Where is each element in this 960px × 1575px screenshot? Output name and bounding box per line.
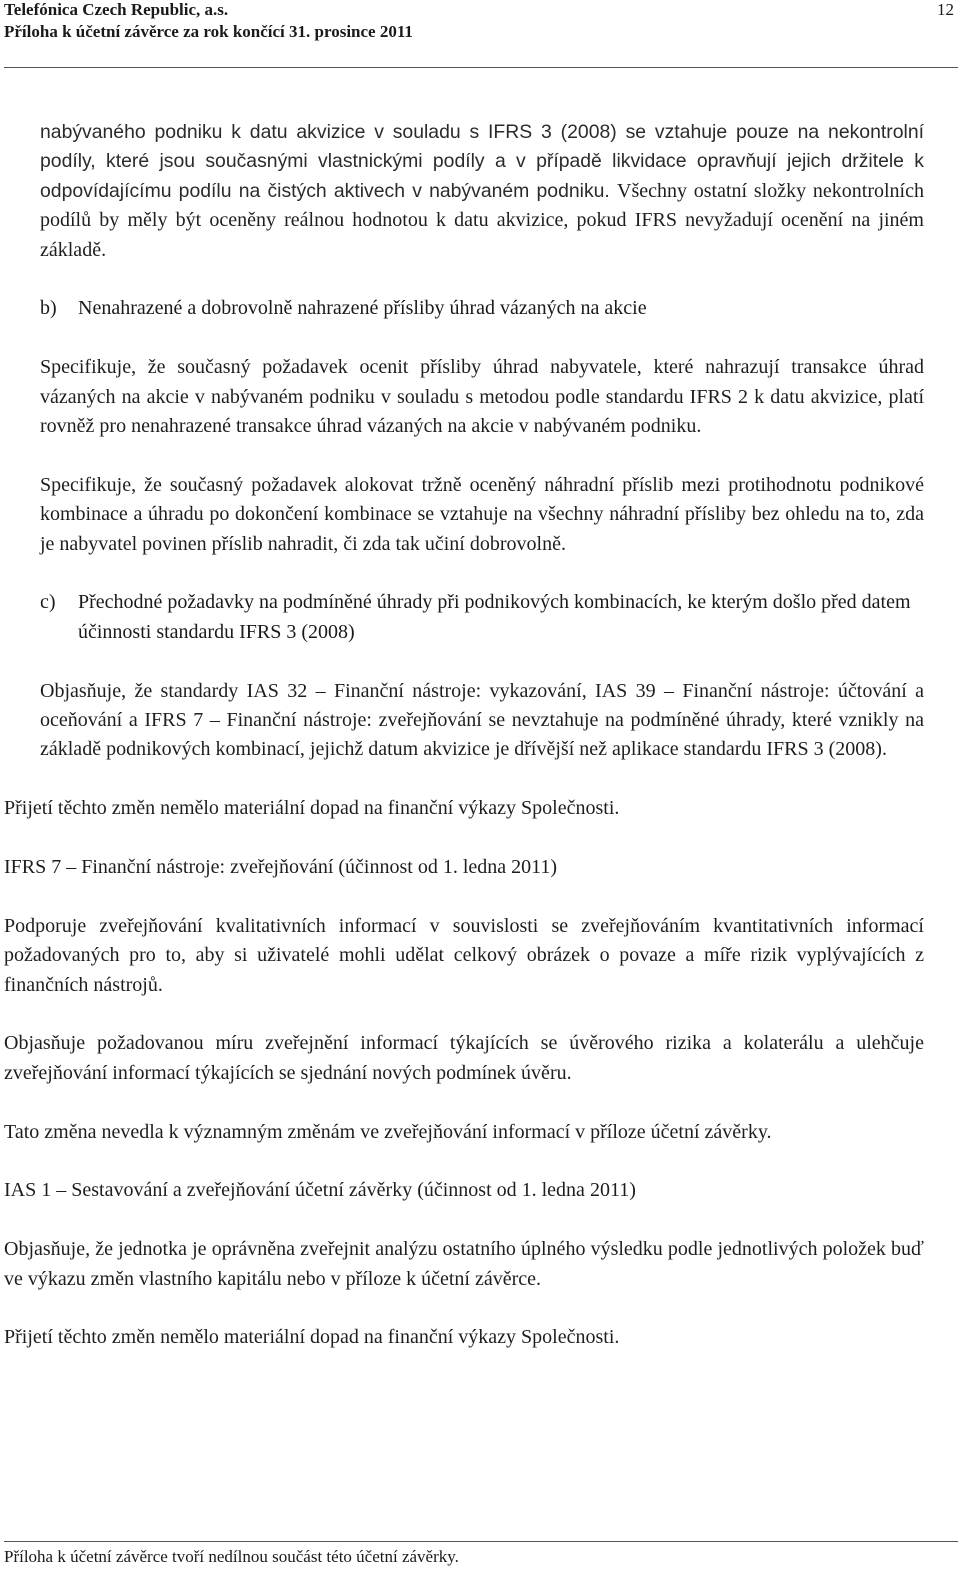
- paragraph-no-significant-change: Tato změna nevedla k významným změnám ve zveřejňování informací v příloze účetní závěrky.: [4, 1120, 772, 1143]
- document-body: [0, 118, 960, 1353]
- page-header: [4, 0, 956, 70]
- footer-divider: [4, 1541, 958, 1542]
- list-marker-c: c): [40, 591, 56, 614]
- page-number: 12: [937, 0, 954, 19]
- paragraph-adoption-no-impact-2: Přijetí těchto změn nemělo materiální dopad na finanční výkazy Společnosti.: [4, 1326, 620, 1349]
- company-name: Telefónica Czech Republic, a.s.: [4, 0, 229, 19]
- list-heading-b: Nenahrazené a dobrovolně nahrazené přísliby úhrad vázaných na akcie: [78, 297, 647, 320]
- list-item-b: [40, 294, 924, 323]
- paragraph-text-serif: Všechny ostatní složky nekontrolních podílů by měly být oceněny reálnou hodnotou k datu akvizice, pokud IFRS nevyžadují ocenění na jiném základě.: [40, 179, 924, 261]
- paragraph-oci-analysis: Objasňuje, že jednotka je oprávněna zveřejnit analýzu ostatního úplného výsledku podle jednotlivých položek buď ve výkazu změn vlastního kapitálu nebo v příloze k účetní závěrce.: [4, 1238, 924, 1290]
- paragraph-clarifies-ias32: Objasňuje, že standardy IAS 32 – Finanční nástroje: vykazování, IAS 39 – Finanční nástroje: účtování a oceňování a IFRS 7 – Finanční nástroje: zveřejňování se nevztahuje na podmíněné úhrady, které vznikly na základě podnikových kombinací, jejichž datum akvizice je dřívější než aplikace standardu IFRS 3 (2008).: [40, 679, 924, 761]
- paragraph-qualitative-disclosures: Podporuje zveřejňování kvalitativních informací v souvislosti se zveřejňováním kvantitativních informací požadovaných pro to, aby si uživatelé mohli udělat celkový obrázek o povaze a míře rizik vyplývajících z finančních nástrojů.: [4, 914, 924, 996]
- paragraph-adoption-no-impact-1: Přijetí těchto změn nemělo materiální dopad na finanční výkazy Společnosti.: [4, 797, 620, 820]
- paragraph-credit-risk: Objasňuje požadovanou míru zveřejnění informací týkajících se úvěrového rizika a kolaterálu a ulehčuje zveřejňování informací týkajících se sjednání nových podmínek úvěru.: [4, 1032, 924, 1084]
- paragraph-noncontrolling-interests: [40, 118, 924, 265]
- document-subtitle: Příloha k účetní závěrce za rok končící 31. prosince 2011: [4, 22, 413, 41]
- list-heading-c: Přechodné požadavky na podmíněné úhrady při podnikových kombinacích, ke kterým došlo před datem účinnosti standardu IFRS 3 (2008): [78, 591, 911, 643]
- footer-note: Příloha k účetní závěrce tvoří nedílnou součást této účetní závěrky.: [4, 1547, 459, 1566]
- header-divider: [4, 67, 958, 68]
- list-marker-b: b): [40, 297, 57, 320]
- list-item-c: [40, 588, 924, 647]
- heading-ias1: IAS 1 – Sestavování a zveřejňování účetní závěrky (účinnost od 1. ledna 2011): [4, 1179, 636, 1202]
- paragraph-specifies-1: Specifikuje, že současný požadavek ocenit přísliby úhrad nabyvatele, které nahrazují transakce úhrad vázaných na akcie v nabývaném podniku v souladu s metodou podle standardu IFRS 2 k datu akvizice, platí rovněž pro nenahrazené transakce úhrad vázaných na akcie v nabývaném podniku.: [40, 356, 924, 438]
- heading-ifrs7: IFRS 7 – Finanční nástroje: zveřejňování (účinnost od 1. ledna 2011): [4, 856, 558, 879]
- paragraph-text: nabývaného podniku k datu akvizice v souladu s IFRS 3 (2008) se vztahuje pouze na nekontrolní podíly, které jsou současnými vlastnickými podíly a v případě likvidace opravňují jejich držitele k odpovídajícímu podílu na čistých aktivech v nabývaném podniku.: [40, 121, 924, 202]
- paragraph-specifies-2: Specifikuje, že současný požadavek alokovat tržně oceněný náhradní příslib mezi protihodnotu podnikové kombinace a úhradu po dokončení kombinace se vztahuje na všechny náhradní přísliby bez ohledu na to, zda je nabyvatel povinen příslib nahradit, či zda tak učiní dobrovolně.: [40, 473, 924, 555]
